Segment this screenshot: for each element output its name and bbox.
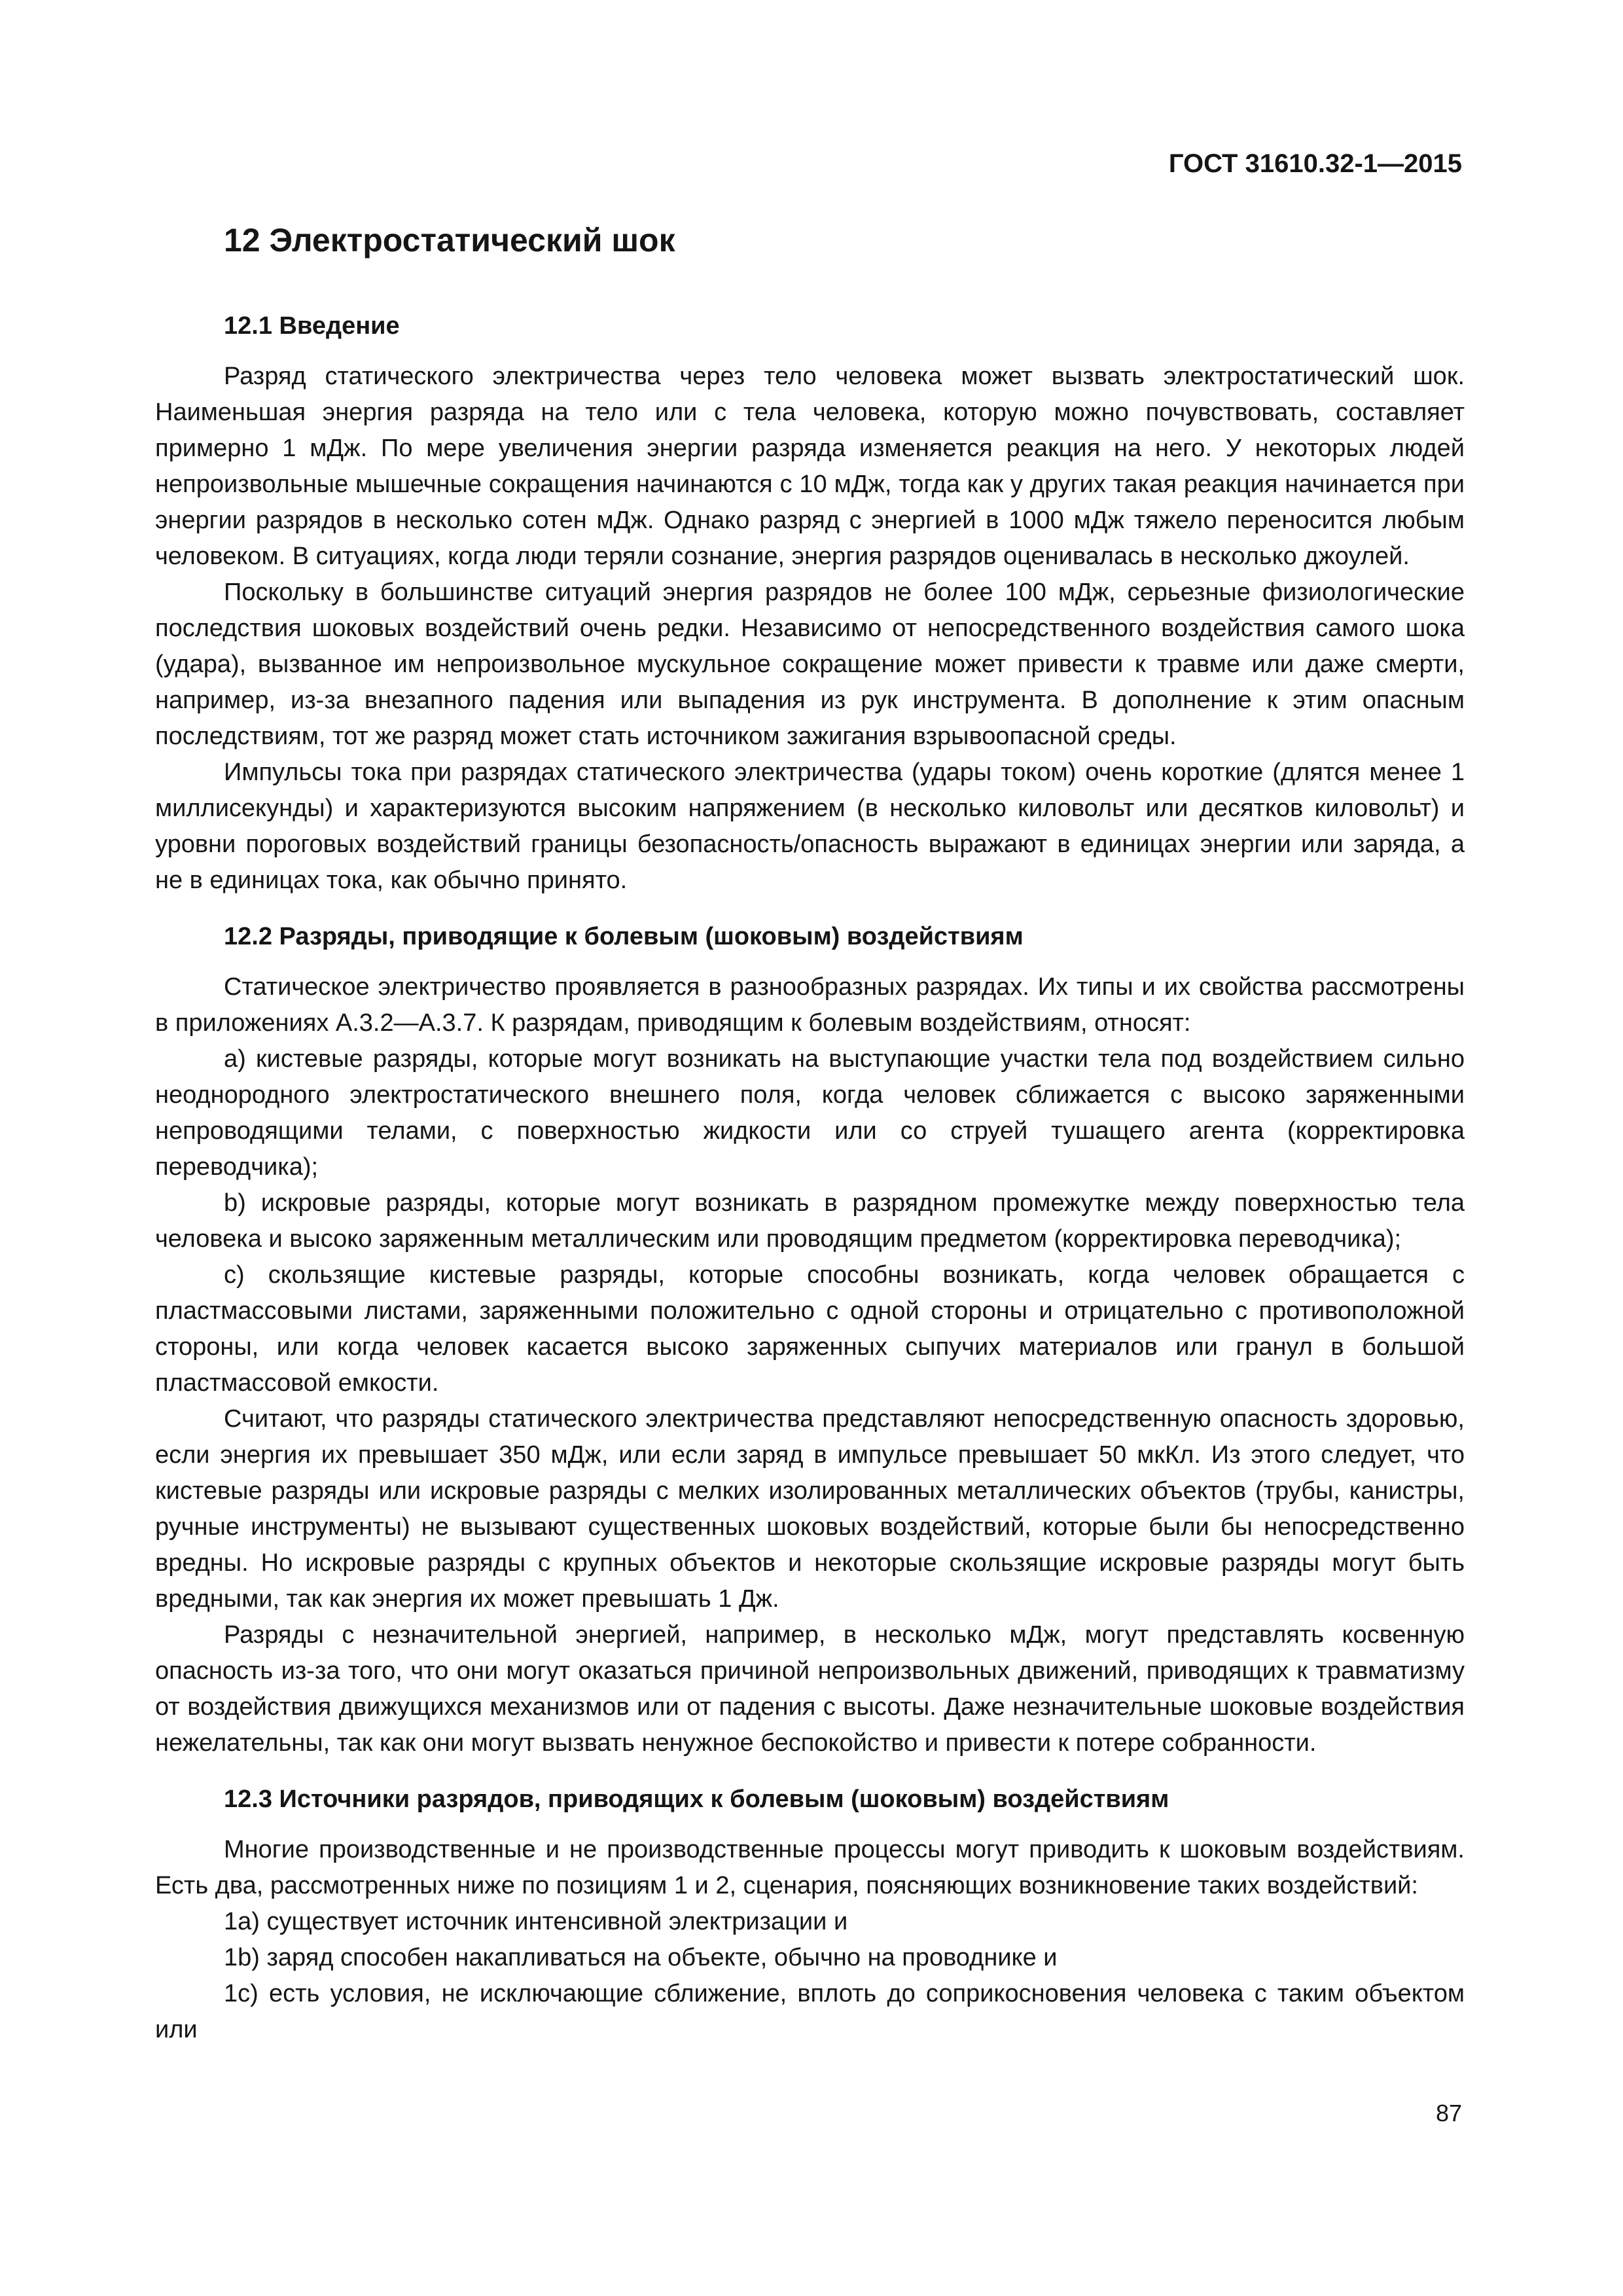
list-item-1a: 1a) существует источник интенсивной электризации и [224, 1908, 848, 1935]
page-content [155, 221, 1465, 2048]
list-item-1b: 1b) заряд способен накапливаться на объекте, обычно на проводнике и [224, 1944, 1058, 1971]
document-code-header: ГОСТ 31610.32-1—2015 [1168, 149, 1462, 178]
list-item-b: b) искровые разряды, которые могут возникать в разрядном промежутке между поверхностью тела человека и высоко заряженным металлическим или проводящим предметом (корректировка переводчика); [155, 1189, 1465, 1253]
paragraph: Поскольку в большинстве ситуаций энергия разрядов не более 100 мДж, серьезные физиологические последствия шоковых воздействий очень редки. Независимо от непосредственного воздействия самого шока (удара), вызванное им непроизвольное мускульное сокращение может привести к травме или даже смерти, например, из-за внезапного падения или выпадения из рук инструмента. В дополнение к этим опасным последствиям, тот же разряд может стать источником зажигания взрывоопасной среды. [155, 579, 1465, 750]
subsection-heading-12-1: 12.1 Введение [224, 312, 400, 340]
paragraph: Импульсы тока при разрядах статического электричества (удары током) очень короткие (длятся менее 1 миллисекунды) и характеризуются высоким напряжением (в несколько киловольт или десятков киловольт) и уровни пороговых воздействий границы безопасность/опасность выражают в единицах энергии или заряда, а не в единицах тока, как обычно принято. [155, 759, 1465, 894]
subsection-heading-12-2: 12.2 Разряды, приводящие к болевым (шоковым) воздействиям [224, 923, 1024, 950]
paragraph: Многие производственные и не производственные процессы могут приводить к шоковым воздействиям. Есть два, рассмотренных ниже по позициям 1 и 2, сценария, поясняющих возникновение таких воздействий: [155, 1836, 1465, 1899]
paragraph: Считают, что разряды статического электричества представляют непосредственную опасность здоровью, если энергия их превышает 350 мДж, или если заряд в импульсе превышает 50 мкКл. Из этого следует, что кистевые разряды или искровые разряды с мелких изолированных металлических объектов (трубы, канистры, ручные инструменты) не вызывают существенных шоковых воздействий, которые были бы непосредственно вредны. Но искровые разряды с крупных объектов и некоторые скользящие искровые разряды могут быть вредными, так как энергия их может превышать 1 Дж. [155, 1405, 1465, 1613]
list-item-1c: 1c) есть условия, не исключающие сближение, вплоть до соприкосновения человека с таким объектом или [155, 1980, 1465, 2043]
paragraph: Разряд статического электричества через тело человека может вызвать электростатический шок. Наименьшая энергия разряда на тело или с тела человека, которую можно почувствовать, составляет примерно 1 мДж. По мере увеличения энергии разряда изменяется реакция на него. У некоторых людей непроизвольные мышечные сокращения начинаются с 10 мДж, тогда как у других такая реакция начинается при энергии разрядов в несколько сотен мДж. Однако разряд с энергией в 1000 мДж тяжело переносится любым человеком. В ситуациях, когда люди теряли сознание, энергия разрядов оценивалась в несколько джоулей. [155, 363, 1465, 570]
list-item-c: c) скользящие кистевые разряды, которые способны возникать, когда человек обращается с пластмассовыми листами, заряженными положительно с одной стороны и отрицательно с противоположной стороны, или когда человек касается высоко заряженных сыпучих материалов или гранул в большой пластмассовой емкости. [155, 1261, 1465, 1397]
paragraph: Статическое электричество проявляется в разнообразных разрядах. Их типы и их свойства рассмотрены в приложениях А.3.2—А.3.7. К разрядам, приводящим к болевым воздействиям, относят: [155, 973, 1465, 1037]
section-title: 12 Электростатический шок [224, 222, 675, 259]
subsection-heading-12-3: 12.3 Источники разрядов, приводящих к болевым (шоковым) воздействиям [224, 1785, 1169, 1813]
page-number: 87 [1435, 2100, 1462, 2126]
paragraph: Разряды с незначительной энергией, например, в несколько мДж, могут представлять косвенную опасность из-за того, что они могут оказаться причиной непроизвольных движений, приводящих к травматизму от воздействия движущихся механизмов или от падения с высоты. Даже незначительные шоковые воздействия нежелательны, так как они могут вызвать ненужное беспокойство и привести к потере собранности. [155, 1621, 1465, 1757]
list-item-a: a) кистевые разряды, которые могут возникать на выступающие участки тела под воздействием сильно неоднородного электростатического внешнего поля, когда человек сближается с высоко заряженными непроводящими телами, с поверхностью жидкости или со струей тушащего агента (корректировка переводчика); [155, 1045, 1465, 1181]
